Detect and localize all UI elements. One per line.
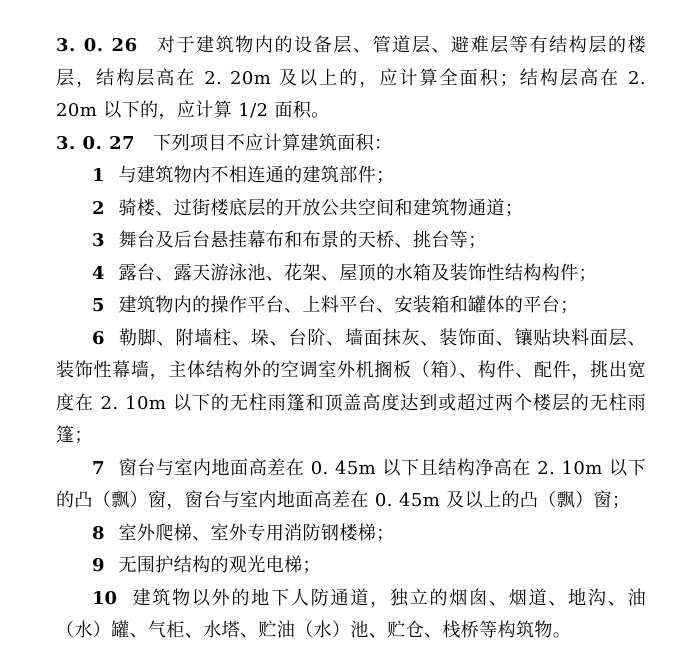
item-text: 无围护结构的观光电梯；: [118, 555, 321, 576]
list-item-9: [56, 550, 646, 583]
item-number: 7: [92, 457, 105, 479]
item-number: 2: [92, 197, 105, 219]
clause-number: 3. 0. 26: [56, 35, 138, 56]
list-item-5: [56, 290, 646, 323]
item-text: 露台、露天游泳池、花架、屋顶的水箱及装饰性结构构件；: [118, 262, 597, 284]
item-text: 舞台及后台悬挂幕布和布景的天桥、挑台等；: [118, 230, 487, 251]
list-item-3: [56, 225, 646, 258]
list-item-10: [56, 583, 646, 648]
item-text: 室外爬梯、室外专用消防钢楼梯；: [118, 522, 395, 544]
item-text: 窗台与室内地面高差在 0. 45m 以下且结构净高在 2. 10m 以下的凸（飘）窗，窗台与室内地面高差在 0. 45m 及以上的凸（飘）窗；: [56, 457, 646, 511]
list-item-2: [56, 193, 646, 226]
document-page: [56, 30, 646, 648]
clause-3-0-27: [56, 128, 646, 161]
item-number: 10: [92, 587, 118, 609]
item-text: 建筑物内的操作平台、上料平台、安装箱和罐体的平台；: [118, 295, 579, 316]
clause-text: 对于建筑物内的设备层、管道层、避难层等有结构层的楼层，结构层高在 2. 20m 及以上的，应计算全面积；结构层高在 2. 20m 以下的，应计算 1/2 面积。: [56, 35, 647, 121]
item-number: 1: [92, 165, 105, 186]
list-item-8: [56, 518, 646, 551]
clause-number: 3. 0. 27: [56, 132, 136, 154]
item-number: 6: [92, 327, 105, 349]
list-item-1: [56, 160, 646, 193]
clause-3-0-26: [56, 30, 646, 128]
clause-text: 下列项目不应计算建筑面积：: [153, 132, 393, 154]
item-number: 5: [92, 295, 105, 316]
item-number: 9: [92, 555, 105, 576]
item-number: 4: [92, 262, 105, 284]
list-item-6: [56, 323, 646, 453]
item-text: 与建筑物内不相连通的建筑部件；: [118, 165, 395, 186]
item-number: 3: [92, 230, 105, 251]
item-number: 8: [92, 522, 105, 544]
item-text: 骑楼、过街楼底层的开放公共空间和建筑物通道；: [118, 197, 524, 219]
item-text: 建筑物以外的地下人防通道，独立的烟囱、烟道、地沟、油（水）罐、气柜、水塔、贮油（水）池、贮仓、栈桥等构筑物。: [56, 587, 646, 641]
item-text: 勒脚、附墙柱、垛、台阶、墙面抹灰、装饰面、镶贴块料面层、装饰性幕墙，主体结构外的空调室外机搁板（箱）、构件、配件，挑出宽度在 2. 10m 以下的无柱雨篷和顶盖高度达到或超过两个楼层的无柱雨篷；: [56, 327, 646, 446]
list-item-4: [56, 258, 646, 291]
list-item-7: [56, 453, 646, 518]
